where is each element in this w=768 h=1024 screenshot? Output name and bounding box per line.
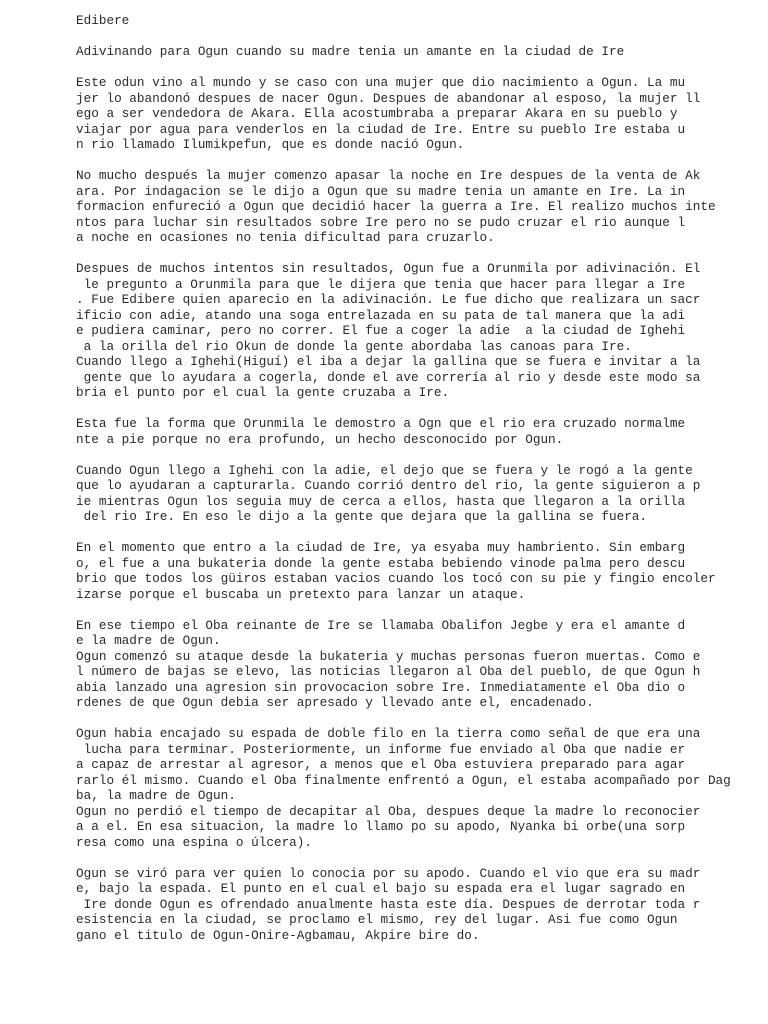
text-line: bria el punto por el cual la gente cruzaba a Ire. — [76, 385, 450, 400]
text-line: gano el titulo de Ogun-Onire-Agbamau, Akpire bire do. — [76, 927, 480, 943]
text-line: ego a ser vendedora de Akara. Ella acostumbraba a preparar Akara en su pueblo y — [76, 106, 678, 121]
text-line: le pregunto a Orunmila para que le dijera que tenia que hacer para llegar a Ire — [76, 276, 686, 292]
text-line: Este odun vino al mundo y se caso con una mujer que dio nacimiento a Ogun. La mu — [76, 75, 686, 90]
text-line: Cuando llego a Ighehi(Higuí) el iba a dejar la gallina que se fuera e invitar a la — [76, 354, 701, 369]
text-line: e, bajo la espada. El punto en el cual el bajo su espada era el lugar sagrado en — [76, 881, 686, 896]
text-line: Ire donde Ogun es ofrendado anualmente hasta este día. Despues de derrotar toda r — [76, 896, 701, 912]
text-line: . Fue Edibere quien aparecio en la adivinación. Le fue dicho que realizara un sacr — [76, 292, 701, 307]
text-line: esistencia en la ciudad, se proclamo el mismo, rey del lugar. Asi fue como Ogun — [76, 912, 678, 927]
text-line: ntos para luchar sin resultados sobre Ire pero no se pudo cruzar el rio aunque l — [76, 214, 686, 230]
text-line: ba, la madre de Ogun. — [76, 788, 236, 803]
text-line: abia lanzado una agresion sin provocacion sobre Ire. Inmediatamente el Oba dio o — [76, 679, 686, 695]
text-line: a la orilla del rio Okun de donde la gente abordaba las canoas para Ire. — [76, 338, 632, 354]
document-page — [76, 13, 766, 943]
paragraph — [76, 416, 766, 447]
text-line: Ogun comenzó su ataque desde la bukateria y muchas personas fueron muertas. Como e — [76, 648, 701, 664]
text-line: gente que lo ayudara a cogerla, donde el ave correría al rio y desde este modo sa — [76, 369, 701, 385]
text-line: e la madre de Ogun. — [76, 633, 221, 648]
text-line: resa como una espina o úlcera). — [76, 834, 313, 850]
blank-line — [76, 850, 766, 866]
text-line: No mucho después la mujer comenzo apasar la noche en Ire despues de la venta de Ak — [76, 168, 701, 183]
blank-line — [76, 60, 766, 76]
text-line: brio que todos los güiros estaban vacios cuando los tocó con su pie y fingio encoler — [76, 571, 716, 586]
blank-line — [76, 29, 766, 45]
text-line: Esta fue la forma que Orunmila le demostro a Ogn que el rio era cruzado normalme — [76, 416, 686, 431]
text-line: rarlo él mismo. Cuando el Oba finalmente enfrentó a Ogun, el estaba acompañado por Dag — [76, 772, 731, 788]
blank-line — [76, 602, 766, 618]
blank-line — [76, 525, 766, 541]
text-line: En el momento que entro a la ciudad de Ire, ya esyaba muy hambriento. Sin embarg — [76, 540, 686, 555]
text-line: que lo ayudaran a capturarla. Cuando corrió dentro del rio, la gente siguieron a p — [76, 478, 701, 493]
paragraph — [76, 726, 766, 850]
paragraph — [76, 866, 766, 944]
text-line: del rio Ire. En eso le dijo a la gente que dejara que la gallina se fuera. — [76, 509, 648, 524]
text-line: ie mientras Ogun los seguia muy de cerca a ellos, hasta que llegaron a la orilla — [76, 493, 686, 509]
text-line: Ogun habia encajado su espada de doble filo en la tierra como señal de que era una — [76, 726, 701, 741]
document-title: Edibere — [76, 13, 130, 28]
text-line: Ogun se viró para ver quien lo conocia por su apodo. Cuando el vio que era su madr — [76, 865, 701, 881]
text-line: En ese tiempo el Oba reinante de Ire se llamaba Obalifon Jegbe y era el amante d — [76, 617, 686, 633]
blank-line — [76, 153, 766, 169]
paragraph — [76, 540, 766, 602]
blank-line — [76, 711, 766, 727]
blank-line — [76, 246, 766, 262]
paragraph — [76, 261, 766, 401]
text-line: formacion enfureció a Ogun que decidió hacer la guerra a Ire. El realizo muchos inte — [76, 199, 716, 214]
text-line: viajar por agua para venderlos en la ciudad de Ire. Entre su pueblo Ire estaba u — [76, 121, 686, 137]
paragraph — [76, 168, 766, 246]
blank-line — [76, 447, 766, 463]
text-line: izarse porque el buscaba un pretexto para lanzar un ataque. — [76, 586, 526, 602]
document-subtitle: Adivinando para Ogun cuando su madre tenia un amante en la ciudad de Ire — [76, 44, 625, 59]
text-line: jer lo abandonó despues de nacer Ogun. Despues de abandonar al esposo, la mujer ll — [76, 90, 701, 106]
text-line: a capaz de arrestar al agresor, a menos que el Oba estuviera preparado para agar — [76, 757, 686, 772]
text-line: e pudiera caminar, pero no correr. El fue a coger la adie a la ciudad de Ighehi — [76, 323, 686, 338]
text-line: Cuando Ogun llego a Ighehi con la adie, el dejo que se fuera y le rogó a la gente — [76, 462, 693, 478]
text-line: ara. Por indagacion se le dijo a Ogun que su madre tenia un amante en Ire. La in — [76, 183, 686, 199]
text-line: n rio llamado Ilumikpefun, que es donde nació Ogun. — [76, 137, 465, 152]
text-line: a noche en ocasiones no tenia dificultad para cruzarlo. — [76, 230, 495, 245]
text-line: a a el. En esa situacion, la madre lo llamo po su apodo, Nyanka bi orbe(una sorp — [76, 819, 686, 834]
text-line: Despues de muchos intentos sin resultados, Ogun fue a Orunmila por adivinación. El — [76, 261, 701, 276]
paragraph — [76, 463, 766, 525]
text-line: nte a pie porque no era profundo, un hecho desconocido por Ogun. — [76, 431, 564, 447]
text-line: l número de bajas se elevo, las noticias llegaron al Oba del pueblo, de que Ogun h — [76, 664, 701, 679]
paragraph — [76, 618, 766, 711]
text-line: o, el fue a una bukateria donde la gente estaba bebiendo vinode palma pero descu — [76, 555, 686, 571]
text-line: ificio con adie, atando una soga entrelazada en su pata de tal manera que la adi — [76, 307, 686, 323]
paragraph — [76, 75, 766, 153]
text-line: Ogun no perdió el tiempo de decapitar al Oba, despues deque la madre lo reconocier — [76, 803, 701, 819]
text-line: rdenes de que Ogun debia ser apresado y llevado ante el, encadenado. — [76, 695, 594, 710]
text-line: lucha para terminar. Posteriormente, un informe fue enviado al Oba que nadie er — [76, 741, 686, 757]
blank-line — [76, 401, 766, 417]
